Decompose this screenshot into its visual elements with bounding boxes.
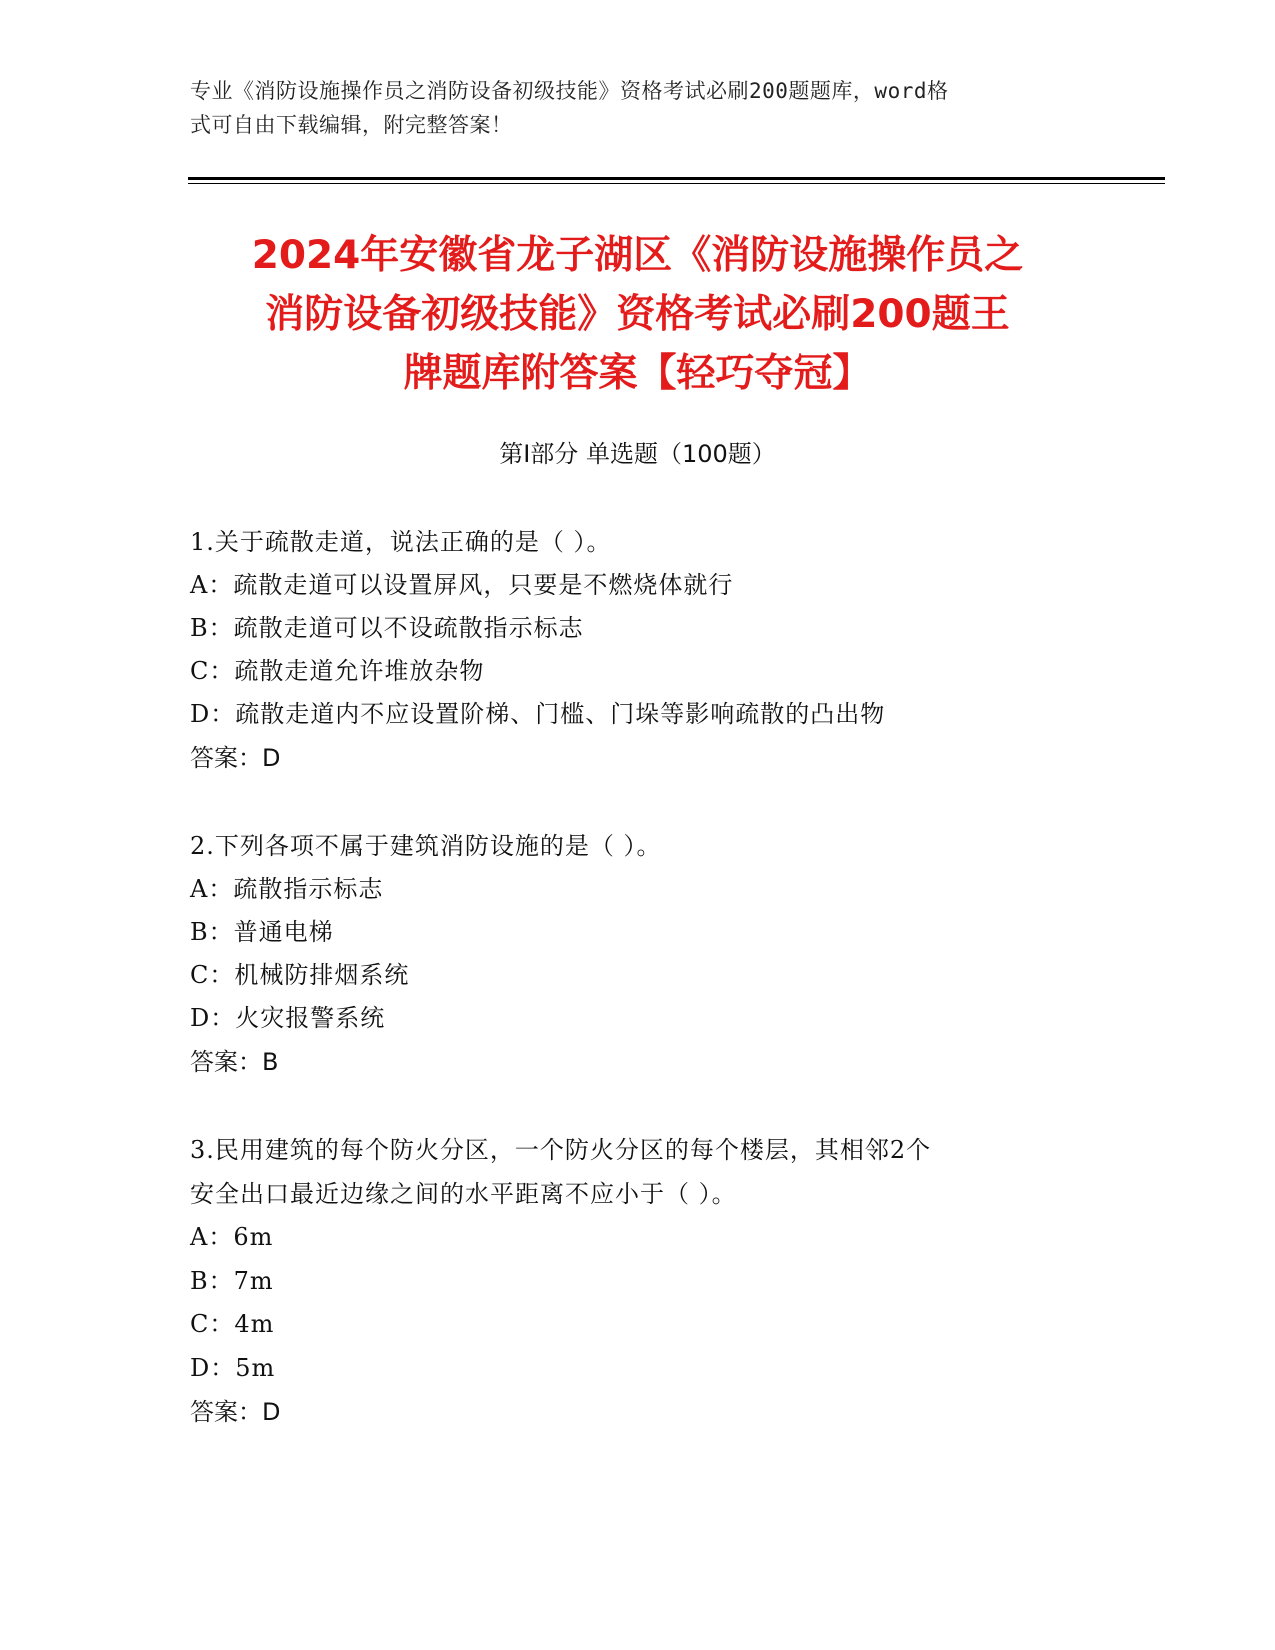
header-divider-thick [188,177,1165,180]
title-line-2: 消防设备初级技能》资格考试必刷200题王 [265,292,1010,337]
question-3-stem-line-1: 3.民用建筑的每个防火分区，一个防火分区的每个楼层，其相邻2个 [190,1136,932,1164]
document-title [150,226,1125,403]
question-3-answer: 答案：D [190,1398,281,1426]
question-2-option-c: C：机械防排烟系统 [190,961,410,989]
question-2-option-a: A：疏散指示标志 [190,875,384,903]
question-1-answer: 答案：D [190,744,281,772]
header-note-line-2: 式可自由下载编辑，附完整答案！ [190,113,513,137]
question-3-option-a: A：6m [190,1223,274,1251]
title-line-3: 牌题库附答案【轻巧夺冠】 [403,351,872,396]
question-3-stem-line-2: 安全出口最近边缘之间的水平距离不应小于（ ）。 [190,1180,737,1208]
question-1-option-b: B：疏散走道可以不设疏散指示标志 [190,614,584,642]
title-line-1: 2024年安徽省龙子湖区《消防设施操作员之 [251,233,1024,278]
question-3-option-d: D：5m [190,1354,276,1382]
section-heading: 第Ⅰ部分 单选题（100题） [499,440,776,468]
question-2-answer: 答案：B [190,1048,279,1076]
question-2-stem: 2.下列各项不属于建筑消防设施的是（ ）。 [190,832,662,860]
question-3-option-b: B：7m [190,1267,274,1295]
question-1-option-d: D：疏散走道内不应设置阶梯、门槛、门垛等影响疏散的凸出物 [190,700,886,728]
question-2-option-d: D：火灾报警系统 [190,1004,386,1032]
header-divider-thin [188,183,1165,184]
question-3-option-c: C：4m [190,1310,275,1338]
header-note [190,74,1090,142]
header-note-line-1: 专业《消防设施操作员之消防设备初级技能》资格考试必刷200题题库，word格 [190,79,949,103]
question-1-option-c: C：疏散走道允许堆放杂物 [190,657,485,685]
question-1-stem: 1.关于疏散走道，说法正确的是（ ）。 [190,528,612,556]
question-1-option-a: A：疏散走道可以设置屏风，只要是不燃烧体就行 [190,571,734,599]
question-2-option-b: B：普通电梯 [190,918,334,946]
